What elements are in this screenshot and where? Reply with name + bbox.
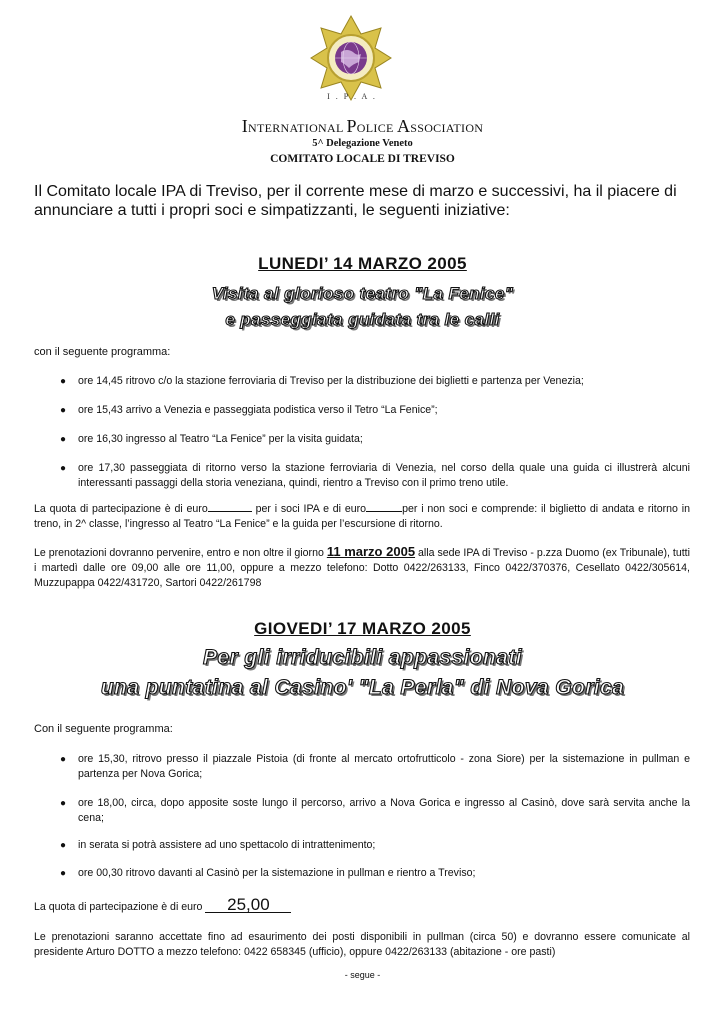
event2-item: in serata si potrà assistere ad uno spettacolo di intrattenimento; (78, 839, 376, 851)
logo-caption: I . P . A . (327, 92, 377, 101)
intro-paragraph: Il Comitato locale IPA di Treviso, per il corrente mese di marzo e successivi, ha il piacere di annunciare a tutti i propri soci e simpatizzanti, le seguenti iniziative: (34, 183, 677, 219)
event2-title-line1: Per gli irriducibili appassionati (203, 646, 522, 669)
event2-quota-paragraph: La quota di partecipazione è di euro 25,00 (34, 897, 690, 915)
event1-title-line1: Visita al glorioso teatro "La Fenice" (211, 284, 514, 303)
bullet-icon: ● (60, 754, 67, 765)
bullet-icon: ● (60, 868, 67, 879)
association-title: INTERNATIONAL POLICE ASSOCIATION (241, 116, 484, 136)
event1-item: ore 15,43 arrivo a Venezia e passeggiata podistica verso il Tetro “La Fenice”; (78, 404, 438, 416)
event1-title-line2: e passeggiata guidata tra le calli (225, 310, 500, 329)
bullet-icon: ● (60, 434, 67, 445)
event1-date: LUNEDI’ 14 MARZO 2005 (258, 254, 467, 273)
event2-booking-paragraph: Le prenotazioni saranno accettate fino ad esaurimento dei posti disponibili in pullman (circa 50) e dovranno essere comunicate al presidente Arturo DOTTO a mezzo telefono: 0422 658345 (ufficio), oppure 0422/263133 (abitazione - ore pasti) (34, 931, 690, 958)
committee-title: COMITATO LOCALE DI TREVISO (270, 153, 455, 165)
bullet-icon: ● (60, 798, 67, 809)
bullet-icon: ● (60, 463, 67, 474)
event2-program-label: Con il seguente programma: (34, 723, 173, 735)
event1-booking-paragraph: Le prenotazioni dovranno pervenire, entro e non oltre il giorno 11 marzo 2005 alla sede IPA di Treviso - p.zza Duomo (ex Tribunale), tutti i martedì dalle ore 09,00 alle ore 11,00, oppure a mezzo telefono: Dotto 0422/263133, Finco 0422/370376, Cesellato 0422/305614, Muzzupappa 0422/431720, Sartori 0422/261798 (34, 544, 690, 589)
event1-program-label: con il seguente programma: (34, 346, 171, 358)
event2-price: 25,00 (205, 897, 291, 913)
event1-item: ore 16,30 ingresso al Teatro “La Fenice” per la visita guidata; (78, 433, 363, 445)
ipa-emblem-logo (309, 14, 393, 102)
event2-title-line2: una puntatina al Casino' "La Perla" di Nova Gorica (100, 676, 625, 699)
event2-item: ore 18,00, circa, dopo apposite soste lungo il percorso, arrivo a Nova Gorica e ingresso al Casinò, dove sarà servita anche la cena; (78, 797, 690, 824)
page-footer: - segue - (344, 970, 381, 980)
event1-item: ore 17,30 passeggiata di ritorno verso la stazione ferroviaria di Venezia, nel corso della quale una guida ci illustrerà alcuni interessanti passaggi della storia veneziana, quindi, rientro a Treviso con il primo treno utile. (78, 462, 690, 489)
booking-deadline: 11 marzo 2005 (326, 544, 416, 559)
event2-item: ore 15,30, ritrovo presso il piazzale Pistoia (di fronte al mercato ortofrutticolo - zona Siore) per la sistemazione in pullman e partenza per Nova Gorica; (78, 753, 690, 780)
event2-item: ore 00,30 ritrovo davanti al Casinò per la sistemazione in pullman e rientro a Treviso; (78, 867, 476, 879)
delegation-subtitle: 5^ Delegazione Veneto (312, 138, 413, 149)
event1-quota-paragraph: La quota di partecipazione è di euro per i soci IPA e di euro per i non soci e comprende: il biglietto di andata e ritorno in treno, in 2^ classe, l’ingresso al Teatro “La Fenice” e la guida per l’escursione di ritorno. (34, 503, 690, 530)
event2-date: GIOVEDI’ 17 MARZO 2005 (254, 619, 471, 638)
bullet-icon: ● (60, 376, 67, 387)
bullet-icon: ● (60, 840, 67, 851)
event1-item: ore 14,45 ritrovo c/o la stazione ferroviaria di Treviso per la distribuzione dei biglietti e partenza per Venezia; (78, 375, 584, 387)
bullet-icon: ● (60, 405, 67, 416)
